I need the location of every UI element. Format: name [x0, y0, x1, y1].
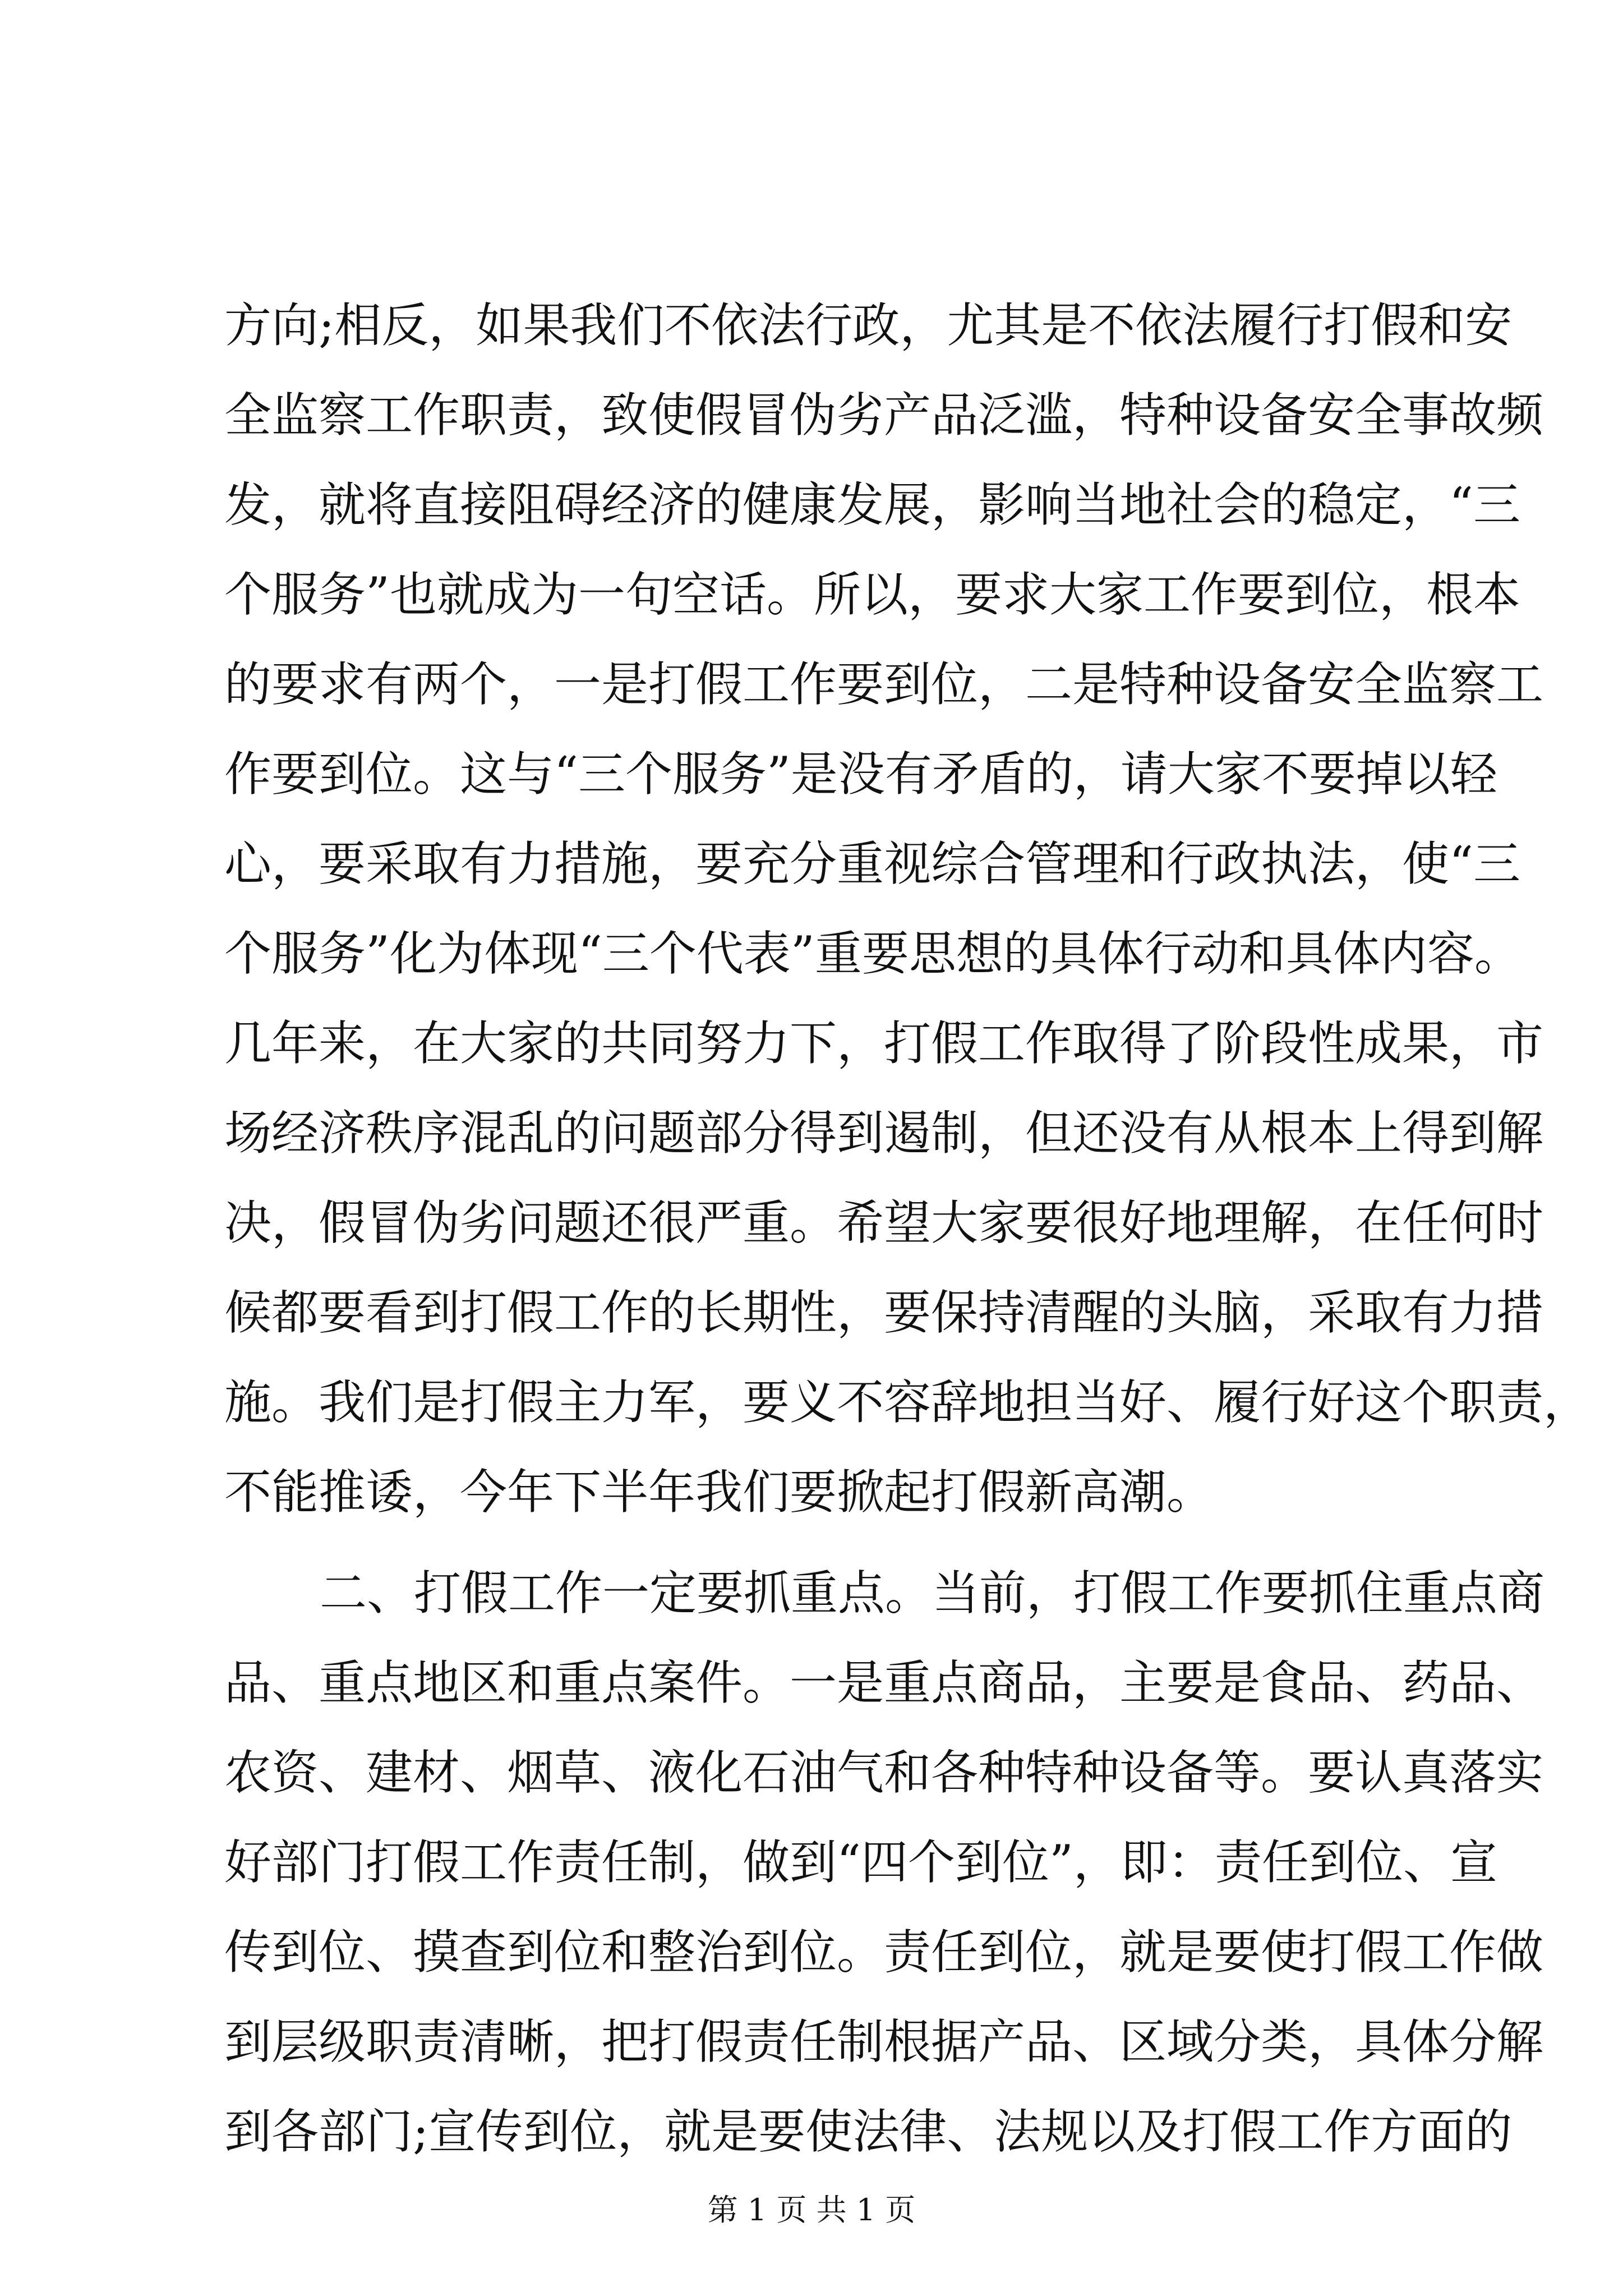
text-line: 到各部门;宣传到位，就是要使法律、法规以及打假工作方面的 — [224, 2104, 1513, 2159]
text-line: 到层级职责清晰，把打假责任制根据产品、区域分类，具体分解 — [224, 2014, 1544, 2069]
text-line: 施。我们是打假主力军，要义不容辞地担当好、履行好这个职责， — [224, 1375, 1591, 1430]
paragraph-last-line: 不能推诿，今年下半年我们要掀起打假新高潮。 — [224, 1465, 1214, 1520]
text-line: 发，就将直接阻碍经济的健康发展，影响当地社会的稳定，“三 — [224, 477, 1520, 532]
text-line: 全监察工作职责，致使假冒伪劣产品泛滥，特种设备安全事故频 — [224, 388, 1544, 443]
text-line: 农资、建材、烟草、液化石油气和各种特种设备等。要认真落实 — [224, 1745, 1544, 1800]
text-line: 的要求有两个，一是打假工作要到位，二是特种设备安全监察工 — [224, 657, 1544, 712]
text-line: 心，要采取有力措施，要充分重视综合管理和行政执法，使“三 — [224, 836, 1520, 891]
text-line: 品、重点地区和重点案件。一是重点商品，主要是食品、药品、 — [224, 1655, 1544, 1710]
text-line: 决，假冒伪劣问题还很严重。希望大家要很好地理解，在任何时 — [224, 1195, 1544, 1250]
text-line: 作要到位。这与“三个服务”是没有矛盾的，请大家不要掉以轻 — [224, 747, 1497, 802]
text-line: 传到位、摸查到位和整治到位。责任到位，就是要使打假工作做 — [224, 1925, 1544, 1980]
text-line: 场经济秩序混乱的问题部分得到遏制，但还没有从根本上得到解 — [224, 1106, 1544, 1161]
text-line: 方向;相反，如果我们不依法行政，尤其是不依法履行打假和安 — [224, 298, 1513, 353]
text-line: 个服务”也就成为一句空话。所以，要求大家工作要到位，根本 — [224, 567, 1520, 622]
paragraph-first-line: 二、打假工作一定要抓重点。当前，打假工作要抓住重点商 — [320, 1566, 1545, 1621]
text-line: 个服务”化为体现“三个代表”重要思想的具体行动和具体内容。 — [224, 926, 1521, 981]
text-line: 候都要看到打假工作的长期性，要保持清醒的头脑，采取有力措 — [224, 1285, 1544, 1340]
page-number-footer: 第 1 页 共 1 页 — [707, 2192, 916, 2228]
text-line: 几年来，在大家的共同努力下，打假工作取得了阶段性成果，市 — [224, 1016, 1544, 1071]
text-line: 好部门打假工作责任制，做到“四个到位”，即：责任到位、宣 — [224, 1835, 1497, 1890]
